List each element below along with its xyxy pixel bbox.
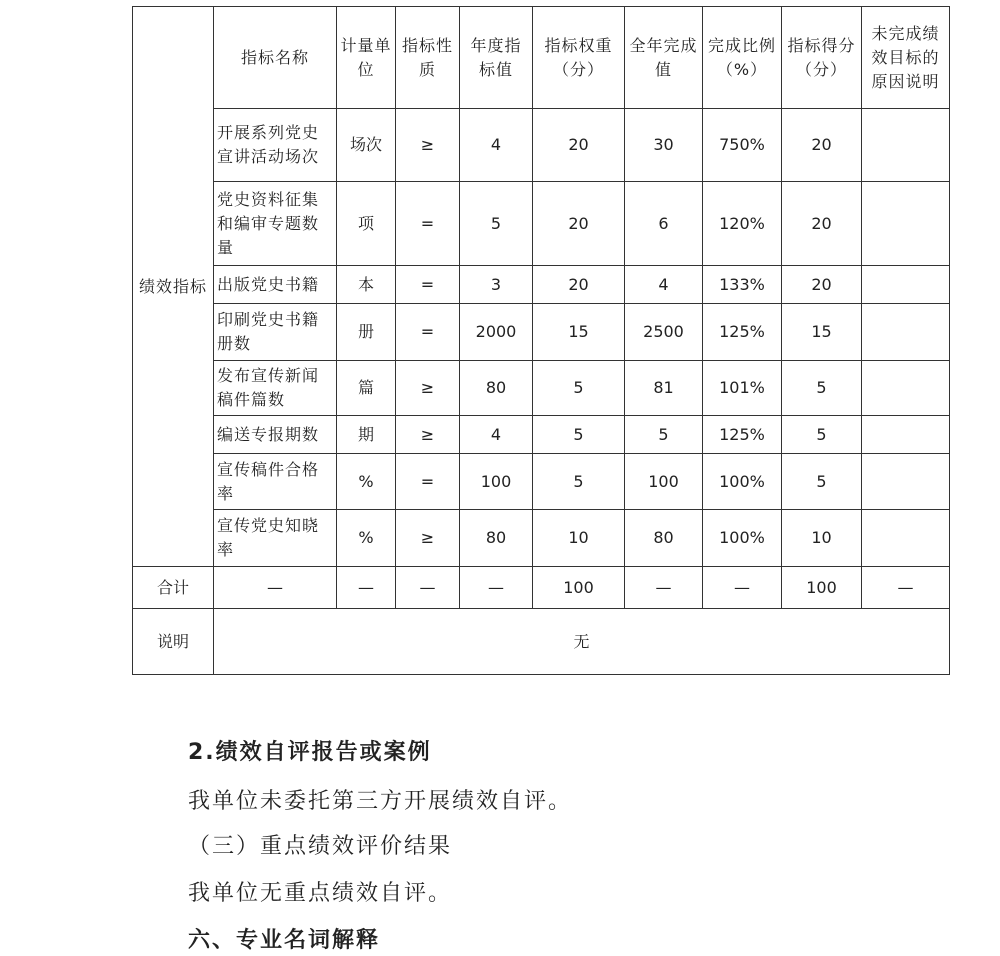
total-row bbox=[133, 567, 950, 609]
header-name: 指标名称 bbox=[214, 7, 337, 109]
row-name: 出版党史书籍 bbox=[214, 266, 337, 304]
row-ratio: 120% bbox=[703, 182, 782, 266]
row-weight: 5 bbox=[533, 361, 625, 416]
row-weight: 5 bbox=[533, 454, 625, 510]
row-weight: 15 bbox=[533, 304, 625, 361]
row-reason bbox=[862, 304, 950, 361]
row-weight: 10 bbox=[533, 510, 625, 567]
row-reason bbox=[862, 266, 950, 304]
row-unit: % bbox=[337, 454, 396, 510]
table-row bbox=[133, 266, 950, 304]
row-name: 党史资料征集和编审专题数量 bbox=[214, 182, 337, 266]
row-reason bbox=[862, 416, 950, 454]
row-ratio: 133% bbox=[703, 266, 782, 304]
row-unit: 场次 bbox=[337, 109, 396, 182]
row-nature: = bbox=[396, 266, 460, 304]
total-label: 合计 bbox=[133, 567, 214, 609]
row-target: 80 bbox=[460, 510, 533, 567]
row-reason bbox=[862, 361, 950, 416]
header-ratio: 完成比例（%） bbox=[703, 7, 782, 109]
header-unit: 计量单位 bbox=[337, 7, 396, 109]
paragraph-no-key-eval: 我单位无重点绩效自评。 bbox=[188, 881, 453, 906]
category-cell: 绩效指标 bbox=[133, 7, 214, 567]
row-nature: ≥ bbox=[396, 510, 460, 567]
row-score: 5 bbox=[782, 454, 862, 510]
heading-self-evaluation: 2.绩效自评报告或案例 bbox=[188, 740, 432, 765]
row-ratio: 100% bbox=[703, 510, 782, 567]
row-nature: ≥ bbox=[396, 361, 460, 416]
row-ratio: 100% bbox=[703, 454, 782, 510]
row-actual: 5 bbox=[625, 416, 703, 454]
table-row bbox=[133, 361, 950, 416]
row-weight: 20 bbox=[533, 109, 625, 182]
row-unit: 册 bbox=[337, 304, 396, 361]
row-name: 发布宣传新闻稿件篇数 bbox=[214, 361, 337, 416]
row-weight: 20 bbox=[533, 266, 625, 304]
table-row bbox=[133, 109, 950, 182]
row-actual: 2500 bbox=[625, 304, 703, 361]
note-row bbox=[133, 609, 950, 675]
table-header-row bbox=[133, 7, 950, 109]
row-target: 4 bbox=[460, 109, 533, 182]
row-ratio: 101% bbox=[703, 361, 782, 416]
table-row bbox=[133, 454, 950, 510]
total-target: — bbox=[460, 567, 533, 609]
heading-terms: 六、专业名词解释 bbox=[188, 928, 381, 953]
row-target: 100 bbox=[460, 454, 533, 510]
row-score: 20 bbox=[782, 182, 862, 266]
row-name: 编送专报期数 bbox=[214, 416, 337, 454]
row-name: 宣传稿件合格率 bbox=[214, 454, 337, 510]
header-target: 年度指标值 bbox=[460, 7, 533, 109]
row-reason bbox=[862, 454, 950, 510]
note-label: 说明 bbox=[133, 609, 214, 675]
total-nature: — bbox=[396, 567, 460, 609]
row-score: 5 bbox=[782, 416, 862, 454]
row-unit: % bbox=[337, 510, 396, 567]
header-actual: 全年完成值 bbox=[625, 7, 703, 109]
total-ratio: — bbox=[703, 567, 782, 609]
row-name: 印刷党史书籍册数 bbox=[214, 304, 337, 361]
row-reason bbox=[862, 182, 950, 266]
row-ratio: 125% bbox=[703, 304, 782, 361]
row-actual: 30 bbox=[625, 109, 703, 182]
note-value: 无 bbox=[214, 609, 950, 675]
total-actual: — bbox=[625, 567, 703, 609]
row-weight: 5 bbox=[533, 416, 625, 454]
row-nature: = bbox=[396, 182, 460, 266]
total-name: — bbox=[214, 567, 337, 609]
row-score: 10 bbox=[782, 510, 862, 567]
row-nature: = bbox=[396, 454, 460, 510]
row-unit: 期 bbox=[337, 416, 396, 454]
table-row bbox=[133, 182, 950, 266]
row-nature: ≥ bbox=[396, 416, 460, 454]
row-name: 开展系列党史宣讲活动场次 bbox=[214, 109, 337, 182]
total-reason: — bbox=[862, 567, 950, 609]
row-unit: 本 bbox=[337, 266, 396, 304]
row-actual: 4 bbox=[625, 266, 703, 304]
row-target: 4 bbox=[460, 416, 533, 454]
row-reason bbox=[862, 510, 950, 567]
table-row bbox=[133, 304, 950, 361]
row-ratio: 125% bbox=[703, 416, 782, 454]
total-weight: 100 bbox=[533, 567, 625, 609]
header-nature: 指标性质 bbox=[396, 7, 460, 109]
row-reason bbox=[862, 109, 950, 182]
row-actual: 81 bbox=[625, 361, 703, 416]
total-unit: — bbox=[337, 567, 396, 609]
total-score: 100 bbox=[782, 567, 862, 609]
paragraph-no-third-party: 我单位未委托第三方开展绩效自评。 bbox=[188, 789, 573, 814]
row-name: 宣传党史知晓率 bbox=[214, 510, 337, 567]
row-weight: 20 bbox=[533, 182, 625, 266]
row-target: 80 bbox=[460, 361, 533, 416]
row-ratio: 750% bbox=[703, 109, 782, 182]
row-actual: 100 bbox=[625, 454, 703, 510]
header-weight: 指标权重（分） bbox=[533, 7, 625, 109]
row-target: 2000 bbox=[460, 304, 533, 361]
row-actual: 80 bbox=[625, 510, 703, 567]
row-nature: = bbox=[396, 304, 460, 361]
row-score: 5 bbox=[782, 361, 862, 416]
row-target: 3 bbox=[460, 266, 533, 304]
row-score: 20 bbox=[782, 109, 862, 182]
heading-key-results: （三）重点绩效评价结果 bbox=[188, 834, 453, 859]
table-row bbox=[133, 416, 950, 454]
row-target: 5 bbox=[460, 182, 533, 266]
header-reason: 未完成绩效目标的原因说明 bbox=[862, 7, 950, 109]
row-actual: 6 bbox=[625, 182, 703, 266]
row-score: 15 bbox=[782, 304, 862, 361]
row-nature: ≥ bbox=[396, 109, 460, 182]
table-row bbox=[133, 510, 950, 567]
row-score: 20 bbox=[782, 266, 862, 304]
row-unit: 篇 bbox=[337, 361, 396, 416]
header-score: 指标得分（分） bbox=[782, 7, 862, 109]
row-unit: 项 bbox=[337, 182, 396, 266]
performance-indicator-table bbox=[132, 6, 950, 675]
